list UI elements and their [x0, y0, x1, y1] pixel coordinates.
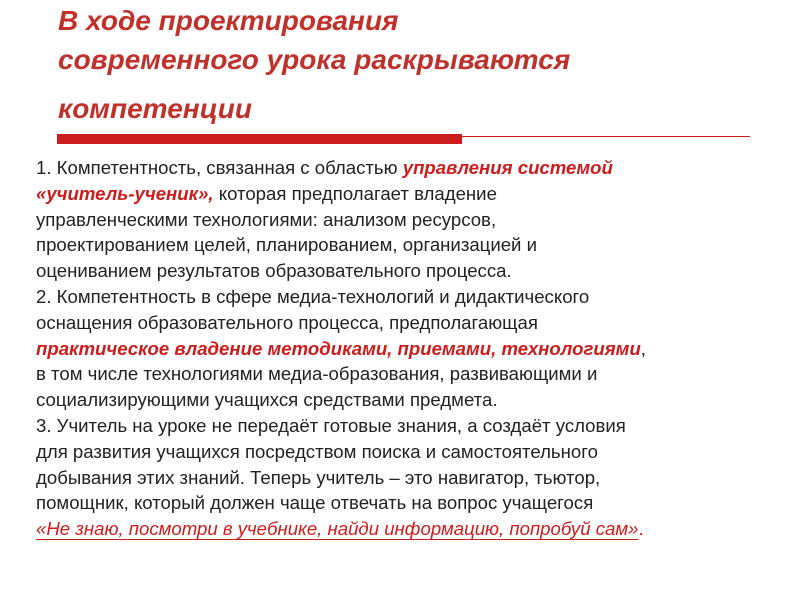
body-line: проектированием целей, планированием, организацией и	[36, 234, 537, 256]
highlight-text: практическое владение методиками, приемами, технологиями	[36, 337, 641, 359]
text-run: которая предполагает владение	[213, 182, 497, 204]
slide-title	[58, 2, 778, 138]
title-underline-thin	[462, 136, 750, 137]
title-underline-thick	[57, 134, 462, 144]
highlight-text: управления системой	[402, 157, 613, 178]
body-line: управленческими технологиями: анализом ресурсов,	[36, 208, 497, 230]
body-line: в том числе технологиями медиа-образования, развивающими и	[36, 363, 598, 385]
text-run: .	[638, 518, 644, 540]
text-run: ,	[640, 337, 646, 359]
body-line	[36, 181, 766, 207]
body-line: социализирующими учащихся средствами предмета.	[36, 389, 498, 411]
quote-text: «Не знаю, посмотри в учебнике, найди информацию, попробуй сам»	[36, 518, 639, 540]
body-line: добывания этих знаний. Теперь учитель – это навигатор, тьютор,	[36, 466, 601, 488]
body-line	[36, 336, 766, 362]
body-line: помощник, который должен чаще отвечать на вопрос учащегося	[36, 492, 594, 514]
body-line: оцениванием результатов образовательного процесса.	[36, 260, 512, 282]
body-line	[36, 155, 766, 181]
title-line-2: современного урока раскрываются	[58, 44, 571, 75]
text-run: 1. Компетентность, связанная с областью	[36, 157, 403, 178]
body-line: 2. Компетентность в сфере медиа-технологий и дидактического	[36, 285, 590, 307]
body-line: оснащения образовательного процесса, предполагающая	[36, 311, 538, 333]
slide-body	[36, 155, 766, 542]
highlight-text: «учитель-ученик»,	[36, 182, 214, 204]
title-line-3: компетенции	[58, 93, 252, 124]
title-line-1: В ходе проектирования	[58, 5, 399, 36]
body-line: 3. Учитель на уроке не передаёт готовые знания, а создаёт условия	[36, 414, 626, 436]
body-line	[36, 516, 766, 542]
body-line: для развития учащихся посредством поиска и самостоятельного	[36, 440, 598, 462]
